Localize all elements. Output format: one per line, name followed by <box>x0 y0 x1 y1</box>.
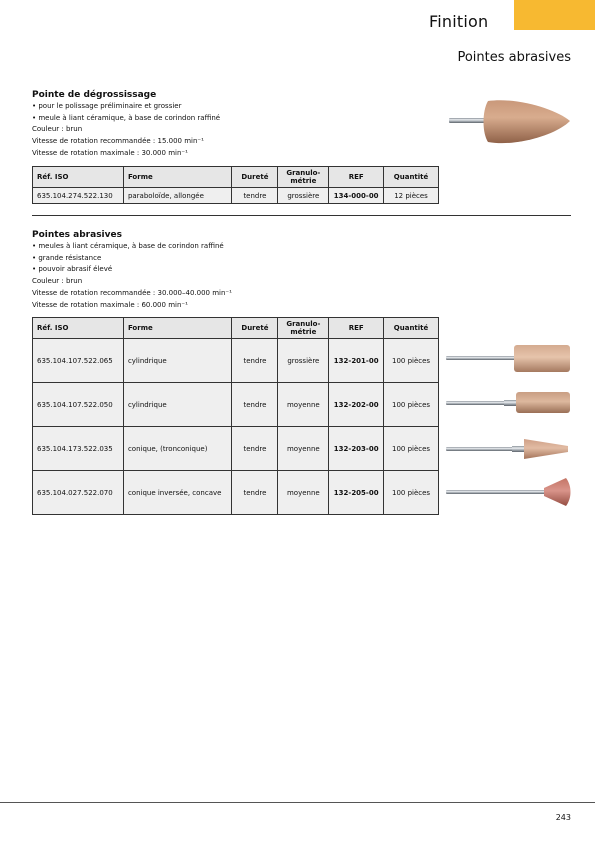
cell-forme: conique, (tronconique) <box>123 427 232 471</box>
cell-durete: tendre <box>232 188 278 204</box>
table-header-row <box>33 318 439 339</box>
section2-line: • pouvoir abrasif élevé <box>32 265 113 274</box>
section-color-tab <box>514 0 595 30</box>
cell-ref-iso: 635.104.274.522.130 <box>33 188 124 204</box>
cell-quantite: 100 pièces <box>384 339 439 383</box>
section2-description <box>32 241 232 311</box>
col-ref-iso: Réf. ISO <box>33 167 124 188</box>
section2-line: • grande résistance <box>32 253 102 262</box>
cell-ref-iso: 635.104.173.522.035 <box>33 427 124 471</box>
section2-line: Vitesse de rotation maximale : 60.000 min⁻¹ <box>32 300 188 309</box>
col-granulometrie-line1: Granulo- <box>286 319 321 328</box>
cell-ref: 132-205-00 <box>329 471 384 515</box>
section1-line: Couleur : brun <box>32 125 83 134</box>
large-cylinder-point-icon <box>444 343 574 375</box>
col-ref: REF <box>329 318 384 339</box>
col-durete: Dureté <box>232 167 278 188</box>
section-divider <box>32 215 571 216</box>
section1-line: Vitesse de rotation recommandée : 15.000 min⁻¹ <box>32 137 204 146</box>
table-row <box>33 471 439 515</box>
table-row <box>33 427 439 471</box>
section2-table <box>32 317 439 515</box>
section1-title: Pointe de dégrossissage <box>32 90 157 100</box>
table-row <box>33 188 439 204</box>
col-forme: Forme <box>123 318 232 339</box>
table-header-row <box>33 167 439 188</box>
col-forme: Forme <box>123 167 232 188</box>
section1-line: • meule à liant céramique, à base de corindon raffiné <box>32 113 221 122</box>
cone-point-icon <box>444 437 574 461</box>
cell-forme: cylindrique <box>123 383 232 427</box>
section1-line: Vitesse de rotation maximale : 30.000 min⁻¹ <box>32 148 188 157</box>
cell-quantite: 100 pièces <box>384 471 439 515</box>
section1-description <box>32 101 220 160</box>
section2-line: • meules à liant céramique, à base de corindon raffiné <box>32 242 224 250</box>
cell-ref: 132-203-00 <box>329 427 384 471</box>
pointed-abrasive-tool-icon <box>446 95 576 149</box>
cell-quantite: 100 pièces <box>384 383 439 427</box>
table-row <box>33 339 439 383</box>
cell-forme: cylindrique <box>123 339 232 383</box>
section1-table <box>32 166 439 204</box>
col-granulometrie <box>278 318 329 339</box>
col-ref: REF <box>329 167 384 188</box>
cell-ref-iso: 635.104.107.522.065 <box>33 339 124 383</box>
col-granulometrie-line1: Granulo- <box>286 168 321 177</box>
cell-forme: paraboloïde, allongée <box>123 188 232 204</box>
cell-durete: tendre <box>232 383 278 427</box>
footer-divider <box>0 802 595 803</box>
section1-line: • pour le polissage préliminaire et grossier <box>32 102 182 110</box>
section2-line: Couleur : brun <box>32 277 83 286</box>
page-subtitle: Pointes abrasives <box>457 50 571 65</box>
inverted-cone-point-icon <box>444 476 574 508</box>
col-granulometrie <box>278 167 329 188</box>
cell-granulometrie: grossière <box>278 188 329 204</box>
page-number: 243 <box>555 813 571 822</box>
cell-durete: tendre <box>232 339 278 383</box>
cell-durete: tendre <box>232 427 278 471</box>
cell-ref-iso: 635.104.027.522.070 <box>33 471 124 515</box>
section2-title: Pointes abrasives <box>32 230 122 240</box>
col-granulometrie-line2: métrie <box>290 328 317 336</box>
col-quantite: Quantité <box>384 167 439 188</box>
small-cylinder-point-icon <box>444 389 574 417</box>
section2-line: Vitesse de rotation recommandée : 30.000–40.000 min⁻¹ <box>32 288 232 297</box>
table-row <box>33 383 439 427</box>
cell-forme: conique inversée, concave <box>123 471 232 515</box>
cell-granulometrie: grossière <box>278 339 329 383</box>
cell-ref-iso: 635.104.107.522.050 <box>33 383 124 427</box>
col-ref-iso: Réf. ISO <box>33 318 124 339</box>
col-durete: Dureté <box>232 318 278 339</box>
cell-granulometrie: moyenne <box>278 427 329 471</box>
cell-durete: tendre <box>232 471 278 515</box>
cell-quantite: 12 pièces <box>384 188 439 204</box>
cell-granulometrie: moyenne <box>278 471 329 515</box>
col-granulometrie-line2: métrie <box>290 177 317 185</box>
col-quantite: Quantité <box>384 318 439 339</box>
cell-ref: 132-202-00 <box>329 383 384 427</box>
cell-quantite: 100 pièces <box>384 427 439 471</box>
cell-ref: 132-201-00 <box>329 339 384 383</box>
page-section-title: Finition <box>429 12 489 31</box>
cell-granulometrie: moyenne <box>278 383 329 427</box>
cell-ref: 134-000-00 <box>329 188 384 204</box>
